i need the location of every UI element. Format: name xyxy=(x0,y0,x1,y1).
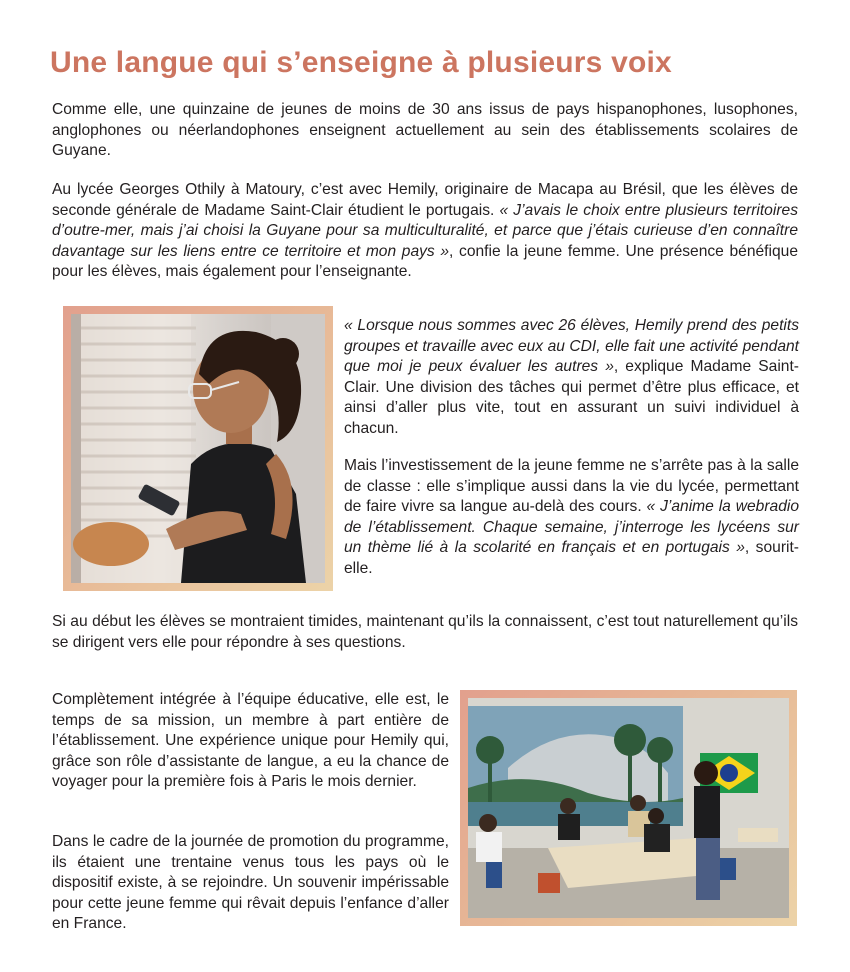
promotion-paragraph xyxy=(52,832,449,935)
paragraph-text: Si au début les élèves se montraient timides, maintenant qu’ils la connaissent, c’est tout naturellement qu’ils se dirigent vers elle pour répondre à ses questions. xyxy=(52,613,798,651)
paragraph-text: Dans le cadre de la journée de promotion du programme, ils étaient une trentaine venus tous les pays où le dispositif existe, à se rejoindre. Un souvenir impérissable pour cette jeune femme qui rêvait depuis l’enfance d’aller en France. xyxy=(52,833,449,932)
photo-hemily-phone xyxy=(71,314,325,583)
paragraph-text xyxy=(52,180,798,283)
paragraph-segment: , confie la jeune femme. Une présence bénéfique pour les élèves, mais également pour l’enseignante. xyxy=(52,242,799,280)
webradio-paragraph xyxy=(344,456,799,579)
page-title: Une langue qui s’enseigne à plusieurs voix xyxy=(50,46,672,79)
photo-classroom-illustration xyxy=(468,698,789,918)
intro-paragraph xyxy=(52,100,798,162)
photo-classroom xyxy=(468,698,789,918)
integration-paragraph xyxy=(52,690,449,793)
paragraph-text xyxy=(344,456,799,579)
photo-frame-classroom xyxy=(460,690,797,926)
saint-clair-quote: « Lorsque nous sommes avec 26 élèves, Hemily prend des petits groupes et travaille avec eux au CDI, elle fait une activité pendant que moi je peux évaluer les autres » xyxy=(344,317,799,375)
paragraph-segment: , sourit-elle. xyxy=(344,539,799,577)
webradio-quote: « J’anime la webradio de l’établissement. Chaque semaine, j’interroge les lycéens sur un thème lié à la scolarité en français et en portugais » xyxy=(344,498,799,556)
paragraph-segment: Au lycée Georges Othily à Matoury, c’est avec Hemily, originaire de Macapa au Brésil, que les élèves de seconde générale de Madame Saint-Clair étudient le portugais. xyxy=(52,181,798,219)
lycee-paragraph xyxy=(52,180,798,283)
photo-hemily-illustration xyxy=(71,314,325,583)
paragraph-text: Complètement intégrée à l’équipe éducative, elle est, le temps de sa mission, un membre à part entière de l’établissement. Une expérience unique pour Hemily qui, grâce son rôle d’assistante de langue, a eu la chance de voyager pour la première fois à Paris le mois dernier. xyxy=(52,691,449,790)
cdi-paragraph xyxy=(344,316,799,439)
paragraph-text xyxy=(344,316,799,439)
students-paragraph xyxy=(52,612,798,653)
photo-frame-hemily xyxy=(63,306,333,591)
paragraph-segment: , explique Madame Saint-Clair. Une division des tâches qui permet d’être plus efficace, et ainsi d’aller plus vite, tout en assurant un suivi individuel à chacun. xyxy=(344,358,799,437)
paragraph-text: Comme elle, une quinzaine de jeunes de moins de 30 ans issus de pays hispanophones, lusophones, anglophones ou néerlandophones enseignent actuellement au sein des établissements scolaires de Guyane. xyxy=(52,101,798,159)
hemily-quote: « J’avais le choix entre plusieurs territoires d’outre-mer, mais j’ai choisi la Guyane pour sa multiculturalité, et parce que j’étais curieuse d’en connaître davantage sur les liens entre ce territoire et mon pays » xyxy=(52,201,798,260)
paragraph-segment: Mais l’investissement de la jeune femme ne s’arrête pas à la salle de classe : elle s’implique aussi dans la vie du lycée, permettant de faire vivre sa langue au-delà des cours. xyxy=(344,457,799,515)
